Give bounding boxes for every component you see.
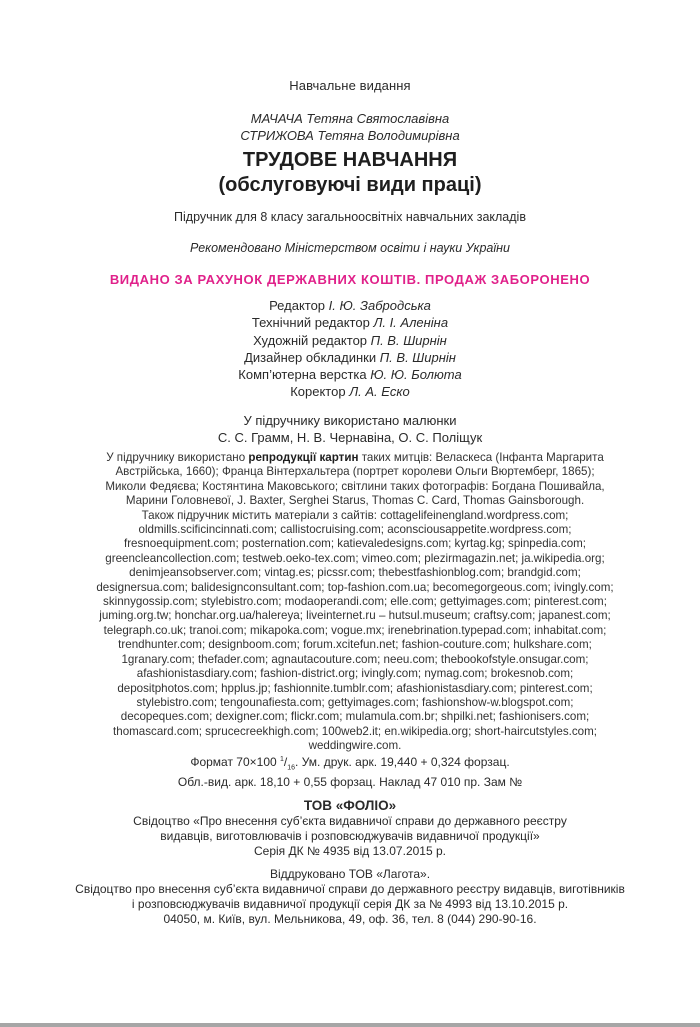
- sources-line: Марини Головневої, J. Baxter, Serghei Starus, Thomas C. Card, Thomas Gainsborough.: [125, 494, 585, 508]
- editorial-credits: [0, 297, 700, 401]
- sources-line: Миколи Федяєва; Костянтина Маковського; світлини таких фотографів: Богдана Пошивайла,: [105, 479, 605, 493]
- credit-line: [0, 314, 700, 331]
- format-size: Формат 70×100: [190, 755, 280, 769]
- book-title: ТРУДОВЕ НАВЧАННЯ: [242, 149, 458, 171]
- authors: [0, 110, 700, 144]
- printer-line: Свідоцтво про внесення суб’єкта видавничої справи до державного реєстру видавців, виготівників: [75, 882, 625, 896]
- sources-line: trendhunter.com; designboom.com; forum.xcitefun.net; fashion-couture.com; hulkshare.com;: [118, 638, 592, 652]
- credit-role: Редактор: [269, 298, 326, 313]
- image-sources: [95, 451, 615, 754]
- credit-line: [0, 383, 700, 400]
- sources-line: thomascard.com; sprucecreekhigh.com; 100web2.it; en.wikipedia.org; short-haircutstyles.com;: [113, 724, 597, 738]
- ministry-recommendation: Рекомендовано Міністерством освіти і науки України: [190, 241, 510, 255]
- publisher-info: [0, 797, 700, 859]
- format-line: Обл.-вид. арк. 18,10 + 0,55 форзац. Наклад 47 010 пр. Зам №: [177, 775, 523, 790]
- publisher-line: Серія ДК № 4935 від 13.07.2015 р.: [254, 844, 446, 858]
- print-format: [0, 752, 700, 790]
- sources-line: weddingwire.com.: [308, 739, 402, 753]
- format-line: Формат 70×100 $^1/_{16}$. Ум. друк. арк. 19,440 + 0,324 форзац.: [190, 755, 510, 772]
- sources-line: depositphotos.com; hpplus.jp; fashionnite.tumblr.com; afashionistasdiary.com; pinterest.com;: [117, 681, 593, 695]
- sources-line: 1granary.com; thefader.com; agnautacouture.com; neeu.com; thebookofstyle.onsugar.com;: [121, 652, 589, 666]
- publisher-name: ТОВ «ФОЛІО»: [303, 798, 397, 813]
- printer-line: і розповсюджувачів видавничої продукції серія ДК за № 4993 від 13.10.2015 р.: [131, 897, 569, 911]
- credit-person: П. В. Ширнін: [370, 332, 447, 348]
- credit-role: Дизайнер обкладинки: [244, 349, 377, 365]
- illustrations-credit: [0, 412, 700, 446]
- credit-line: [0, 332, 700, 349]
- sources-line: oldmills.scificincinnati.com; callistocruising.com; aconsciousappetite.wordpress.com;: [138, 523, 572, 537]
- illustrators: С. С. Грамм, Н. В. Чернавіна, О. С. Поліщук: [217, 430, 483, 445]
- sources-line: Австрійська, 1660); Франца Вінтерхальтера (портрет королеви Ольги Вюртемберг, 1865);: [115, 465, 595, 479]
- credit-person: Ю. Ю. Болюта: [370, 367, 462, 383]
- sources-line: skinnygossip.com; stylebistro.com; modaoperandi.com; elle.com; gettyimages.com; pinterest.com;: [103, 595, 607, 609]
- credit-role: Художній редактор: [253, 332, 368, 348]
- sources-line: Також підручник містить матеріали з сайтів: cottagelifeinengland.wordpress.com;: [141, 508, 569, 522]
- printer-line: Віддруковано ТОВ «Лагота».: [269, 867, 431, 881]
- sources-line: greencleancollection.com; testweb.oeko-tex.com; vimeo.com; plezirmagazin.net; ja.wikipedia.org;: [105, 551, 605, 565]
- credit-line: [0, 349, 700, 366]
- printer-info: [0, 867, 700, 927]
- sources-line: decopeques.com; dexigner.com; flickr.com; mulamula.com.br; shpilki.net; fashionisers.com;: [120, 710, 590, 724]
- credit-line: [0, 297, 700, 314]
- state-funded-notice: ВИДАНО ЗА РАХУНОК ДЕРЖАВНИХ КОШТІВ. ПРОДАЖ ЗАБОРОНЕНО: [109, 272, 591, 287]
- sources-intro-text: У підручнику використано: [106, 451, 249, 464]
- author-name: МАЧАЧА Тетяна Святославівна: [250, 111, 450, 126]
- credit-person: П. В. Ширнін: [379, 349, 456, 365]
- format-sheets: . Ум. друк. арк. 19,440 + 0,324 форзац.: [295, 755, 510, 769]
- sources-line: fresnoequipment.com; posternation.com; katievaledesigns.com; kyrtag.kg; spinpedia.com;: [123, 537, 587, 551]
- book-description: Підручник для 8 класу загальноосвітніх навчальних закладів: [174, 210, 526, 224]
- sources-line: juming.org.tw; honchar.org.ua/halereya; liveinternet.ru – hutsul.museum; craftsy.com; japanest.com;: [99, 609, 611, 623]
- credit-person: Л. А. Еско: [349, 384, 410, 400]
- sources-intro-text: таких митців: Веласкеса (Інфанта Маргарита: [358, 451, 604, 464]
- sources-intro: [95, 451, 615, 465]
- sources-line: stylebistro.com; tengounafiesta.com; gettyimages.com; fashionshow-w.blogspot.com;: [136, 695, 574, 709]
- sources-line: designersua.com; balidesignconsultant.com; top-fashion.com.ua; becomegorgeous.com; ivingly.com;: [96, 580, 614, 594]
- sources-line: afashionistasdiary.com; fashion-district.org; ivingly.com; nymag.com; brokesnob.com;: [136, 667, 574, 681]
- publisher-line: Свідоцтво «Про внесення суб’єкта видавничої справи до державного реєстру: [133, 814, 567, 828]
- illustrations-intro: У підручнику використано малюнки: [243, 413, 457, 428]
- fraction-denominator: 16: [287, 764, 296, 772]
- page-bottom-border: [0, 1023, 700, 1027]
- credit-line: [0, 366, 700, 383]
- printer-line: 04050, м. Київ, вул. Мельникова, 49, оф. 36, тел. 8 (044) 290-90-16.: [163, 912, 537, 926]
- credit-role: Коректор: [290, 384, 346, 400]
- credit-role: Технічний редактор: [251, 315, 370, 331]
- sources-intro-bold: репродукції картин: [248, 451, 359, 464]
- author-name: СТРИЖОВА Тетяна Володимирівна: [240, 128, 460, 143]
- credit-person: Л. І. Аленіна: [373, 315, 449, 331]
- sources-line: denimjeansobserver.com; vintag.es; picssr.com; thebestfashionblog.com; brandgid.com;: [129, 566, 581, 580]
- book-subtitle: (обслуговуючі види праці): [218, 174, 482, 196]
- credit-role: Комп’ютерна верстка: [238, 367, 367, 383]
- series-label: Навчальне видання: [289, 78, 411, 93]
- fraction-numerator: 1: [280, 756, 284, 763]
- publisher-line: видавців, виготовлювачів і розповсюджувачів видавничої продукції»: [160, 829, 540, 843]
- credit-person: І. Ю. Забродська: [328, 298, 431, 313]
- book-title-block: [0, 148, 700, 198]
- sources-line: telegraph.co.uk; tranoi.com; mikapoka.com; vogue.mx; irenebrination.typepad.com; inhabitat.com;: [103, 623, 607, 637]
